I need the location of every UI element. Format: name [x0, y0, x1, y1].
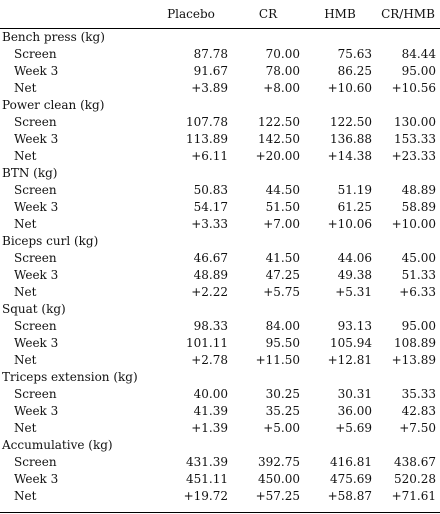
- row-label: Screen: [14, 319, 57, 333]
- cell-value: 520.28: [394, 472, 436, 486]
- cell-value: 108.89: [394, 336, 436, 350]
- table-row: [0, 471, 440, 488]
- header-cr: CR: [258, 7, 278, 21]
- table-row: [0, 199, 440, 216]
- table-row: [0, 420, 440, 437]
- cell-value: 107.78: [186, 115, 228, 129]
- cell-value: +5.00: [263, 421, 300, 435]
- cell-value: 122.50: [330, 115, 372, 129]
- table-row: [0, 335, 440, 352]
- cell-value: 41.50: [265, 251, 300, 265]
- cell-value: +8.00: [263, 81, 300, 95]
- row-label: Net: [14, 285, 37, 299]
- cell-value: 122.50: [258, 115, 300, 129]
- row-label: Screen: [14, 455, 57, 469]
- row-label: Week 3: [14, 64, 59, 78]
- table-row: [0, 403, 440, 420]
- row-label: Net: [14, 353, 37, 367]
- cell-value: 84.00: [265, 319, 300, 333]
- row-label: Net: [14, 81, 37, 95]
- table-row: [0, 148, 440, 165]
- row-label: Screen: [14, 115, 57, 129]
- cell-value: +1.39: [191, 421, 228, 435]
- cell-value: 105.94: [330, 336, 372, 350]
- cell-value: 113.89: [186, 132, 228, 146]
- cell-value: 41.39: [193, 404, 228, 418]
- cell-value: +57.25: [255, 489, 300, 503]
- cell-value: 45.00: [401, 251, 436, 265]
- cell-value: 51.33: [401, 268, 436, 282]
- cell-value: +10.06: [327, 217, 372, 231]
- table-row: [0, 250, 440, 267]
- table-row: [0, 114, 440, 131]
- cell-value: 392.75: [258, 455, 300, 469]
- cell-value: +2.22: [191, 285, 228, 299]
- cell-value: +10.00: [391, 217, 436, 231]
- row-label: Net: [14, 421, 37, 435]
- group-row: [0, 369, 440, 386]
- cell-value: 46.67: [193, 251, 228, 265]
- row-label: Week 3: [14, 132, 59, 146]
- table-row: [0, 216, 440, 233]
- cell-value: +5.31: [335, 285, 372, 299]
- row-label: Screen: [14, 47, 57, 61]
- table-row: [0, 46, 440, 63]
- group-title: BTN (kg): [2, 166, 58, 180]
- group-row: [0, 301, 440, 318]
- cell-value: 35.25: [265, 404, 300, 418]
- cell-value: 431.39: [186, 455, 228, 469]
- cell-value: 84.44: [401, 47, 436, 61]
- row-label: Screen: [14, 251, 57, 265]
- table-bottom-rule: [0, 512, 440, 513]
- cell-value: 61.25: [337, 200, 372, 214]
- cell-value: +6.11: [191, 149, 228, 163]
- group-title: Accumulative (kg): [2, 438, 113, 452]
- cell-value: 48.89: [193, 268, 228, 282]
- group-row: [0, 97, 440, 114]
- cell-value: +5.69: [335, 421, 372, 435]
- group-title: Squat (kg): [2, 302, 66, 316]
- cell-value: +23.33: [391, 149, 436, 163]
- row-label: Net: [14, 217, 37, 231]
- row-label: Week 3: [14, 404, 59, 418]
- cell-value: 93.13: [337, 319, 372, 333]
- cell-value: +7.00: [263, 217, 300, 231]
- cell-value: 36.00: [337, 404, 372, 418]
- table-row: [0, 386, 440, 403]
- cell-value: 78.00: [265, 64, 300, 78]
- cell-value: 54.17: [193, 200, 228, 214]
- cell-value: 44.50: [265, 183, 300, 197]
- cell-value: 450.00: [258, 472, 300, 486]
- table-header: [0, 0, 440, 29]
- cell-value: +7.50: [399, 421, 436, 435]
- cell-value: +11.50: [255, 353, 300, 367]
- table-row: [0, 352, 440, 369]
- cell-value: +58.87: [327, 489, 372, 503]
- cell-value: 87.78: [193, 47, 228, 61]
- cell-value: 58.89: [401, 200, 436, 214]
- cell-value: 30.25: [265, 387, 300, 401]
- cell-value: 91.67: [193, 64, 228, 78]
- cell-value: 49.38: [337, 268, 372, 282]
- cell-value: 98.33: [193, 319, 228, 333]
- header-blank: [0, 0, 150, 29]
- table-body: [0, 29, 440, 506]
- row-label: Week 3: [14, 472, 59, 486]
- cell-value: +3.89: [191, 81, 228, 95]
- cell-value: 451.11: [186, 472, 228, 486]
- cell-value: +12.81: [327, 353, 372, 367]
- row-label: Week 3: [14, 268, 59, 282]
- header-placebo: Placebo: [167, 7, 215, 21]
- table-row: [0, 63, 440, 80]
- cell-value: 50.83: [193, 183, 228, 197]
- cell-value: 40.00: [193, 387, 228, 401]
- group-row: [0, 165, 440, 182]
- cell-value: 48.89: [401, 183, 436, 197]
- group-row: [0, 233, 440, 250]
- group-title: Power clean (kg): [2, 98, 105, 112]
- row-label: Screen: [14, 183, 57, 197]
- cell-value: 142.50: [258, 132, 300, 146]
- table-row: [0, 182, 440, 199]
- group-title: Bench press (kg): [2, 30, 105, 44]
- row-label: Screen: [14, 387, 57, 401]
- group-row: [0, 437, 440, 454]
- cell-value: 75.63: [337, 47, 372, 61]
- cell-value: 130.00: [394, 115, 436, 129]
- cell-value: +71.61: [391, 489, 436, 503]
- row-label: Week 3: [14, 200, 59, 214]
- table-row: [0, 454, 440, 471]
- table-row: [0, 80, 440, 97]
- cell-value: +13.89: [391, 353, 436, 367]
- header-hmb: HMB: [324, 7, 356, 21]
- cell-value: +10.60: [327, 81, 372, 95]
- cell-value: 475.69: [330, 472, 372, 486]
- cell-value: 30.31: [337, 387, 372, 401]
- group-row: [0, 29, 440, 47]
- cell-value: 44.06: [337, 251, 372, 265]
- cell-value: +6.33: [399, 285, 436, 299]
- row-label: Net: [14, 149, 37, 163]
- row-label: Week 3: [14, 336, 59, 350]
- cell-value: 70.00: [265, 47, 300, 61]
- table-row: [0, 267, 440, 284]
- group-title: Triceps extension (kg): [2, 370, 138, 384]
- cell-value: 95.00: [401, 319, 436, 333]
- table-row: [0, 284, 440, 301]
- cell-value: 416.81: [330, 455, 372, 469]
- cell-value: 47.25: [265, 268, 300, 282]
- cell-value: +10.56: [391, 81, 436, 95]
- cell-value: 95.50: [265, 336, 300, 350]
- cell-value: 153.33: [394, 132, 436, 146]
- cell-value: +2.78: [191, 353, 228, 367]
- header-cr-hmb: CR/HMB: [381, 7, 435, 21]
- cell-value: 438.67: [394, 455, 436, 469]
- cell-value: +14.38: [327, 149, 372, 163]
- cell-value: +20.00: [255, 149, 300, 163]
- table-row: [0, 318, 440, 335]
- cell-value: +3.33: [191, 217, 228, 231]
- cell-value: 51.19: [337, 183, 372, 197]
- cell-value: 136.88: [330, 132, 372, 146]
- header-row: [0, 0, 440, 29]
- cell-value: +19.72: [183, 489, 228, 503]
- cell-value: 35.33: [401, 387, 436, 401]
- row-label: Net: [14, 489, 37, 503]
- cell-value: 51.50: [265, 200, 300, 214]
- cell-value: +5.75: [263, 285, 300, 299]
- cell-value: 101.11: [186, 336, 228, 350]
- cell-value: 86.25: [337, 64, 372, 78]
- cell-value: 42.83: [401, 404, 436, 418]
- table-row: [0, 488, 440, 505]
- cell-value: 95.00: [401, 64, 436, 78]
- group-title: Biceps curl (kg): [2, 234, 99, 248]
- table-row: [0, 131, 440, 148]
